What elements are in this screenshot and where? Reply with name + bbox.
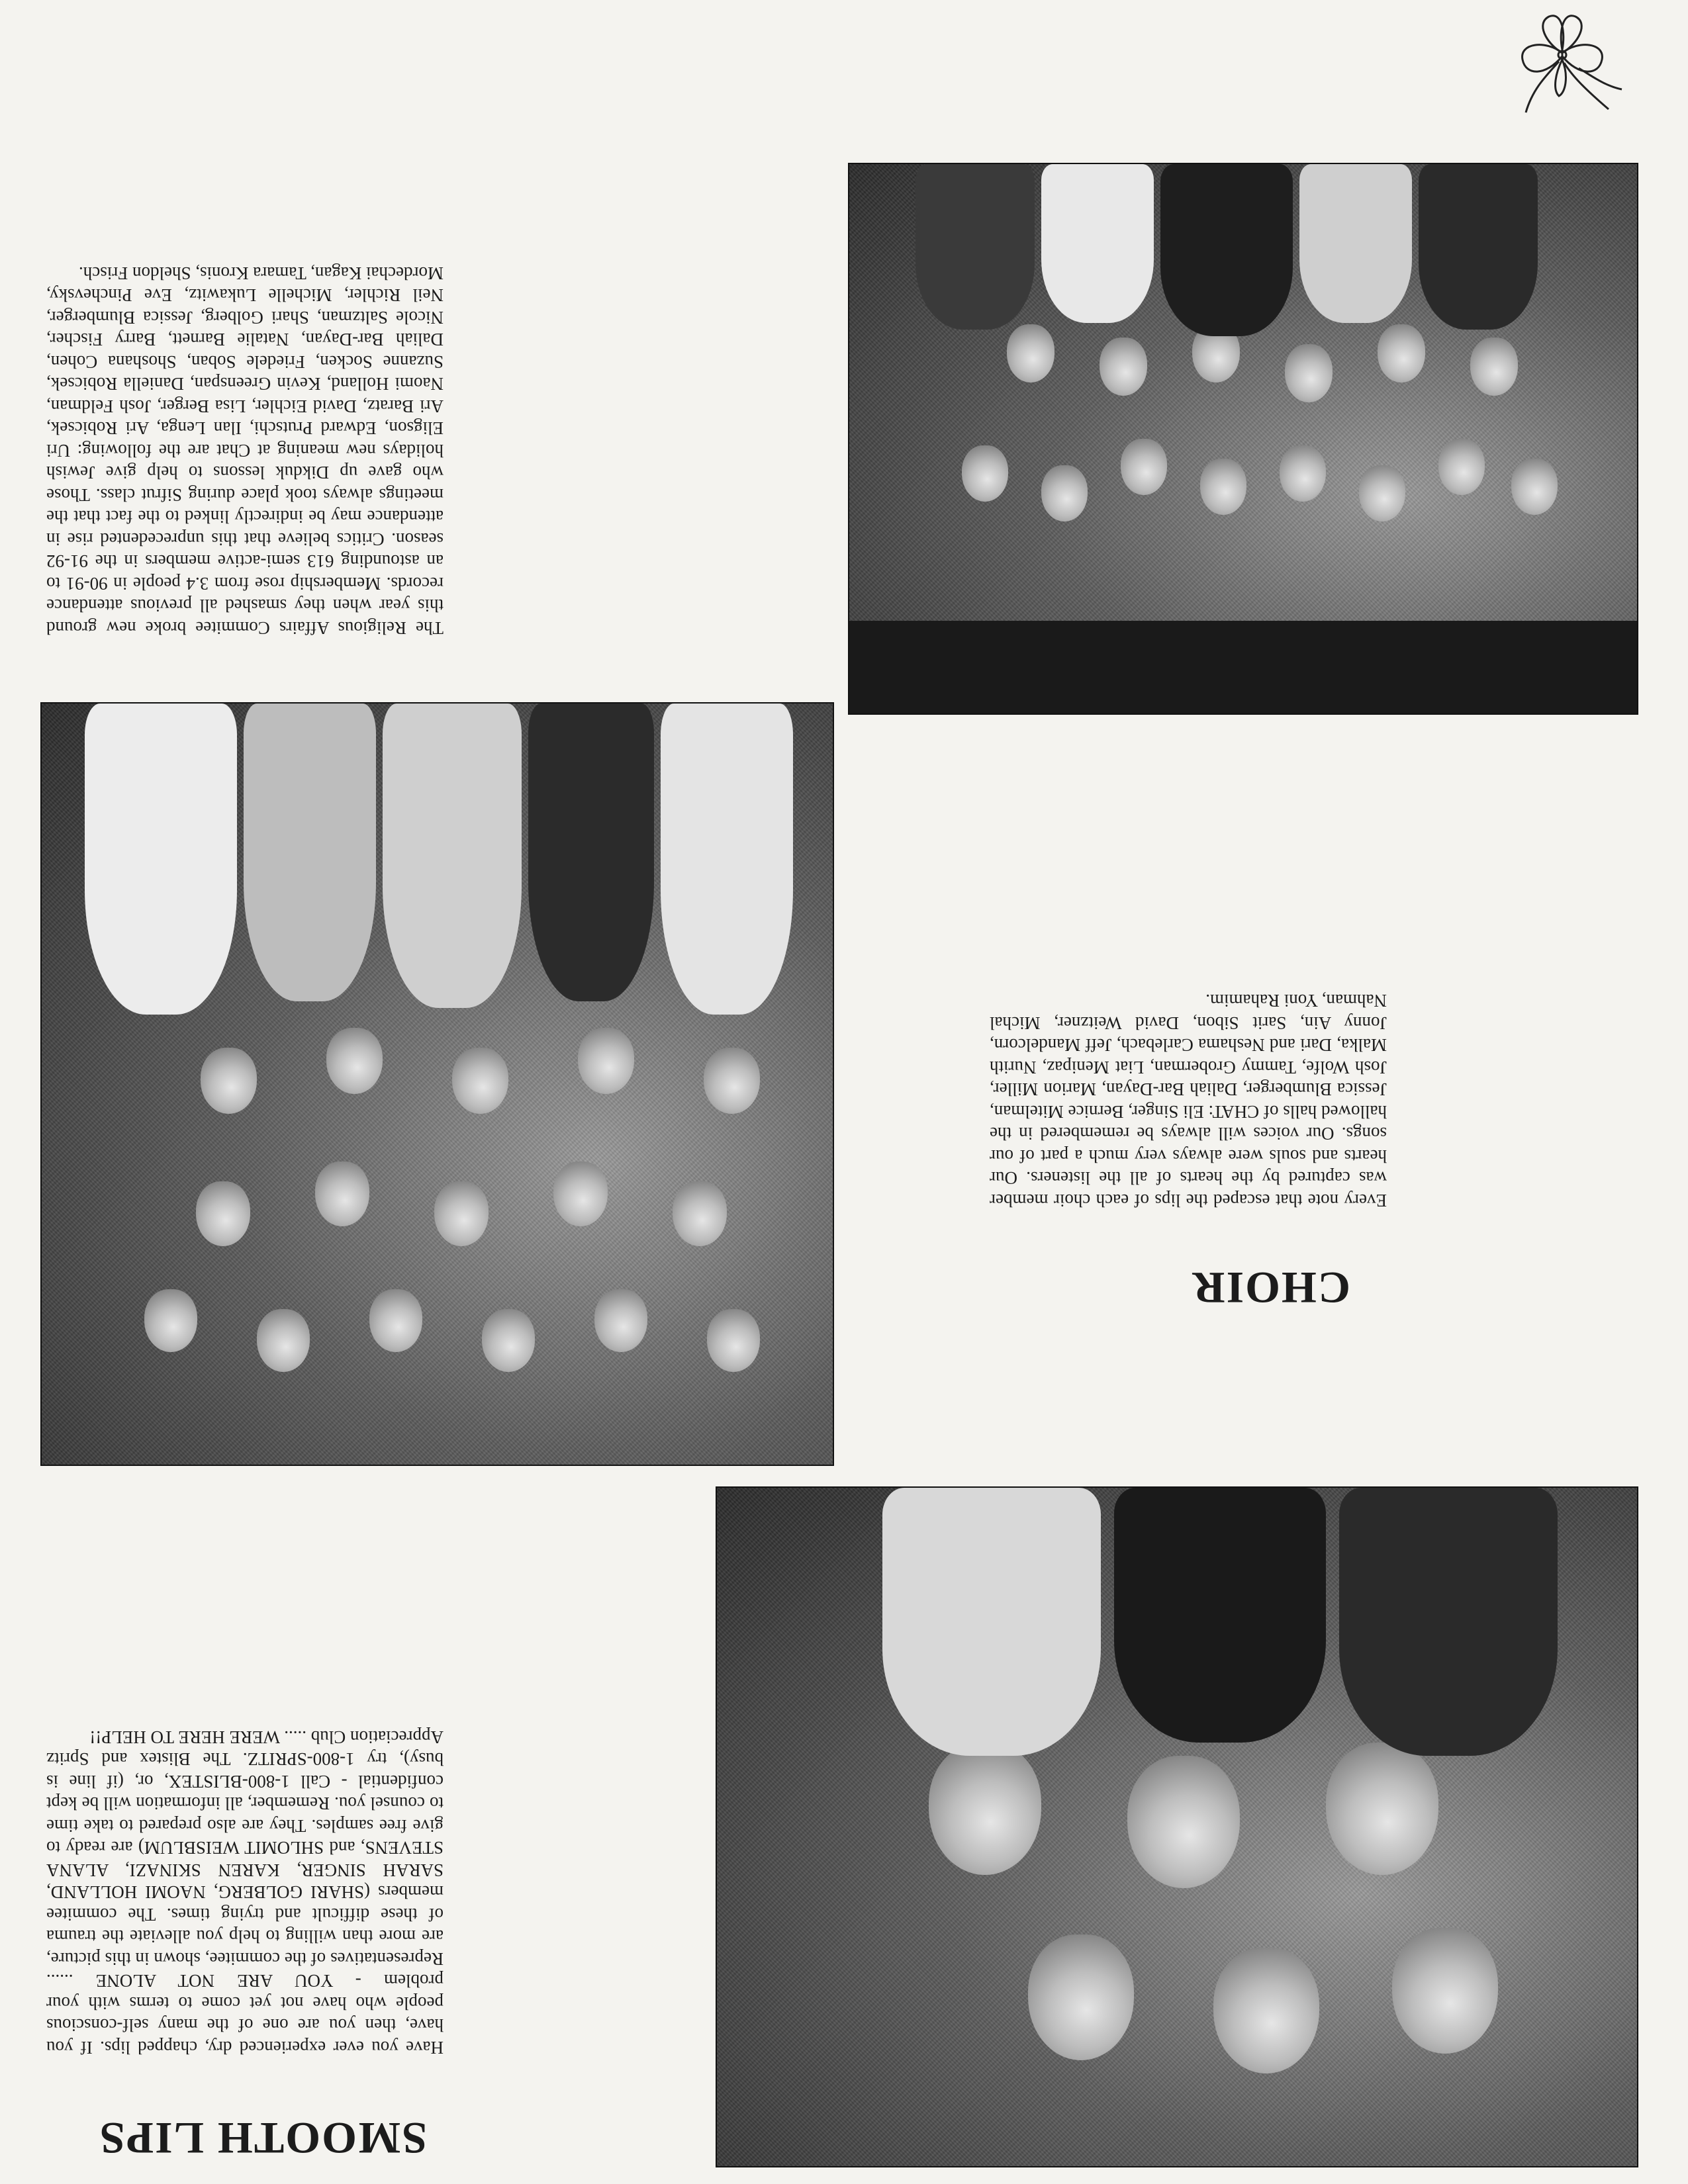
mitzvah-men-photo [848, 163, 1638, 715]
smooth-lips-body: Have you ever experienced dry, chapped lips. If you have, then you are one of the many self-conscious people who have not yet come to terms with your problem - YOU ARE NOT ALONE ...... Representatives of the commitee, shown in this picture, are more than willing to help you alleviate the trauma of these difficult and trying times. The commitee members (SHARI GOLBERG, NAOMI HOLLAND, SARAH SINGER, KAREN SKINAZI, ALANA STEVENS, and SHLOMIT WEISBLUM) are ready to give free samples. They are also prepared to take time to counsel you. Remember, all information will be kept confidential - Call 1-800-BLISTEX, or, (if line is busy), try 1-800-SPRITZ. The Blistex and Spritz Appreciation Club ..... WERE HERE TO HELP!! [46, 1727, 444, 2058]
choir-title: CHOIR [1191, 1263, 1350, 1313]
mitzvah-men-body: The Religious Affairs Commitee broke new ground this year when they smashed all previous attendance records. Membership rose from 3.4 people in 90-91 to an astounding 613 semi-active members in the 91-92 season. Critics believe that this unprecedented rise in attendance may be indirectly linked to the fact that the meetings always took place during Sifrut class. Those who gave up Dikduk lessons to help give Jewish holidays new meaning at Chat are the following: Uri Eligson, Edward Prutschi, Ilan Lenga, Ari Robicsek, Ari Baratz, David Eichler, Lisa Berger, Josh Feldman, Naomi Holland, Kevin Greenspan, Daniella Robicsek, Suzanne Socken, Friedele Soban, Shoshana Cohen, Daliah Bar-Dayan, Natalie Barnett, Barry Fischer, Nicole Saltzman, Shari Golberg, Jessica Blumberger, Neil Richler, Michelle Lukawitz, Eve Pinchevsky, Mordechai Kagan, Tamara Kronis, Sheldon Frisch. [46, 263, 444, 638]
flower-sketch-icon [1499, 0, 1625, 116]
choir-body: Every note that escaped the lips of each choir member was captured by the hearts of all the listeners. Our hearts and souls were always very much a part of our songs. Our voices will always be remembered in the hallowed halls of CHAT: Eli Singer, Bernice Mitelman, Jessica Blumberger, Daliah Bar-Dayan, Marion Miller, Josh Wolfe, Tammy Groberman, Liat Menipaz, Nurith Malka, Dari and Neshama Carlebach, Jeff Mandelcorn, Jonny Ain, Sarit Sibon, David Weitzner, Michal Nahman, Yoni Rahamim. [990, 991, 1387, 1210]
choir-photo [40, 702, 834, 1466]
smooth-lips-photo [716, 1486, 1638, 2167]
smooth-lips-title: SMOOTH LIPS [98, 2113, 427, 2163]
